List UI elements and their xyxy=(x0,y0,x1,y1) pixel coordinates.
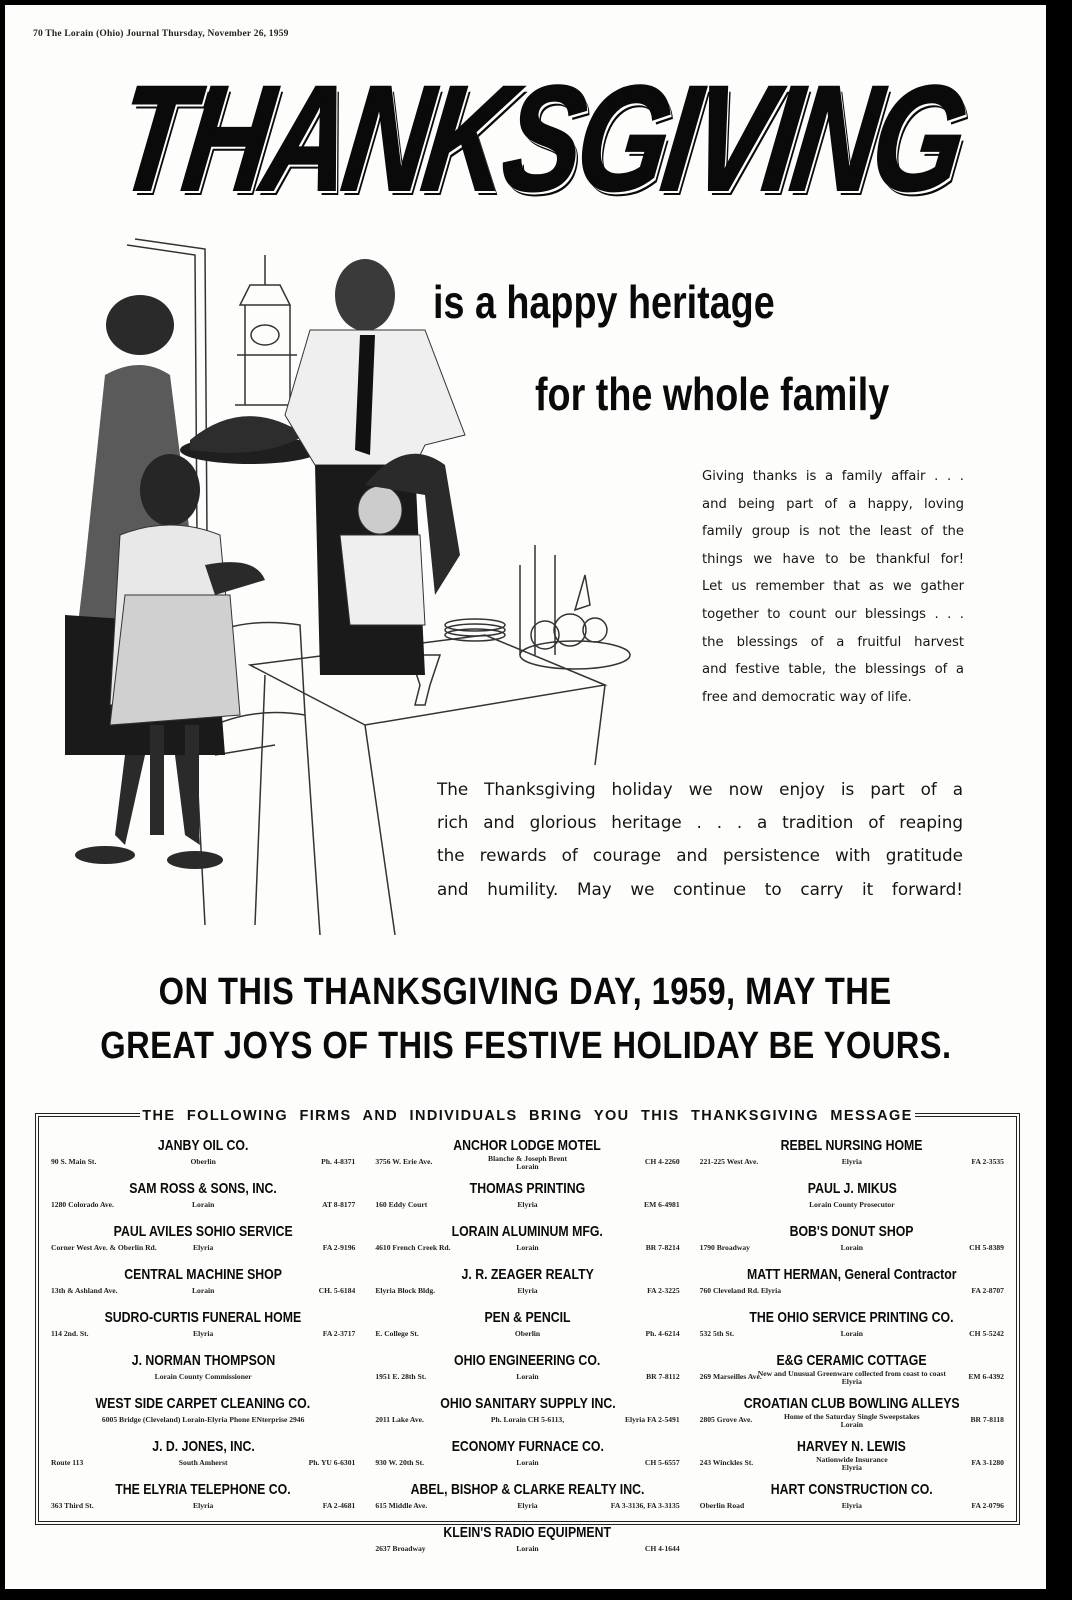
sponsor-entry xyxy=(47,1266,359,1309)
sponsor-address: 615 Middle Ave. xyxy=(375,1501,428,1510)
sponsor-columns xyxy=(47,1137,1008,1553)
sponsor-address: 269 Marseilles Ave. xyxy=(699,1372,762,1381)
sponsor-entry xyxy=(47,1137,359,1180)
sponsor-city: Lorain xyxy=(516,1162,539,1171)
sponsor-name: PAUL J. MIKUS xyxy=(807,1180,897,1197)
sponsor-address: 2637 Broadway xyxy=(375,1544,426,1553)
sponsor-entry xyxy=(371,1137,683,1180)
sponsor-entry xyxy=(371,1481,683,1524)
sponsor-name: MATT HERMAN, General Contractor xyxy=(747,1266,957,1283)
intro-line: Let us remember that as we gather xyxy=(702,579,964,595)
sponsor-column xyxy=(371,1137,683,1553)
sponsor-name: CROATIAN CLUB BOWLING ALLEYS xyxy=(743,1395,960,1412)
intro-line: together to count our blessings . . . xyxy=(702,606,964,622)
sponsor-address: Elyria Block Bldg. xyxy=(375,1286,436,1295)
sponsor-phone: AT 8-8177 xyxy=(322,1200,356,1209)
sponsor-phone: Ph. 4-8371 xyxy=(321,1157,356,1166)
intro-line: things we have to be thankful for! xyxy=(702,551,964,567)
sponsor-entry xyxy=(696,1266,1008,1309)
sponsor-phone: FA 3-1280 xyxy=(971,1458,1004,1467)
sponsor-city: Lorain xyxy=(191,1286,215,1295)
sponsor-name: J. R. ZEAGER REALTY xyxy=(461,1266,594,1283)
sponsor-phone: FA 2-4681 xyxy=(322,1501,356,1510)
sponsor-entry xyxy=(47,1180,359,1223)
sponsor-entry xyxy=(696,1481,1008,1524)
sponsor-address: 221-225 West Ave. xyxy=(699,1157,759,1166)
sponsor-entry xyxy=(371,1395,683,1438)
sponsor-name: SAM ROSS & SONS, INC. xyxy=(129,1180,277,1197)
sponsor-address: 2805 Grove Ave. xyxy=(699,1415,753,1424)
sponsor-city: Elyria xyxy=(193,1329,214,1338)
sponsor-address: Oberlin Road xyxy=(699,1501,745,1510)
sponsor-city: Elyria xyxy=(841,1157,862,1166)
sponsor-box-title: THE FOLLOWING FIRMS AND INDIVIDUALS BRING YOU THIS THANKSGIVING MESSAGE xyxy=(142,1108,913,1124)
sponsor-city: Lorain xyxy=(516,1458,539,1467)
sponsor-subtitle: Blanche & Joseph Brent xyxy=(488,1154,567,1163)
intro-line: the blessings of a fruitful harvest xyxy=(702,634,964,650)
sponsor-entry xyxy=(371,1266,683,1309)
sponsor-phone: FA 2-8707 xyxy=(971,1286,1004,1295)
sponsor-name: WEST SIDE CARPET CLEANING CO. xyxy=(95,1395,311,1412)
sponsor-name: CENTRAL MACHINE SHOP xyxy=(124,1266,282,1283)
sponsor-subtitle: Home of the Saturday Single Sweepstakes xyxy=(784,1412,920,1421)
sponsor-address: 243 Winckles St. xyxy=(699,1458,754,1467)
sponsor-entry xyxy=(371,1180,683,1223)
sponsor-name: PAUL AVILES SOHIO SERVICE xyxy=(113,1223,293,1240)
sponsor-city: Elyria xyxy=(517,1286,538,1295)
sponsor-city: Oberlin xyxy=(190,1157,216,1166)
sponsor-entry xyxy=(696,1352,1008,1395)
sponsor-entry xyxy=(371,1524,683,1567)
sponsor-column xyxy=(696,1137,1008,1517)
sponsor-name: OHIO ENGINEERING CO. xyxy=(454,1352,601,1369)
sponsor-city: Ph. Lorain CH 5-6113, xyxy=(490,1415,565,1424)
sponsor-phone: CH 4-1644 xyxy=(644,1544,680,1553)
sponsor-name: HART CONSTRUCTION CO. xyxy=(770,1481,933,1498)
intro-line: Giving thanks is a family affair . . . xyxy=(702,469,964,484)
sponsor-address: 760 Cleveland Rd. Elyria xyxy=(699,1286,782,1295)
sponsor-name: ABEL, BISHOP & CLARKE REALTY INC. xyxy=(410,1481,645,1498)
sponsor-name: ECONOMY FURNACE CO. xyxy=(451,1438,604,1455)
sponsor-address: 114 2nd. St. xyxy=(51,1329,89,1338)
sponsor-address: Corner West Ave. & Oberlin Rd. xyxy=(51,1243,157,1252)
sponsor-address: 160 Eddy Court xyxy=(375,1200,428,1209)
sponsor-phone: FA 2-3717 xyxy=(322,1329,356,1338)
heritage-paragraph xyxy=(437,773,963,906)
sponsor-entry xyxy=(47,1223,359,1266)
sponsor-phone: Ph. 4-6214 xyxy=(645,1329,680,1338)
sponsor-name: PEN & PENCIL xyxy=(484,1309,571,1326)
sponsor-address: 1951 E. 28th St. xyxy=(375,1372,427,1381)
sponsor-address: 13th & Ashland Ave. xyxy=(51,1286,118,1295)
heritage-line: rich and glorious heritage . . . a tradition of reaping xyxy=(437,812,963,833)
sponsor-subtitle: Nationwide Insurance xyxy=(816,1455,888,1464)
sponsor-city: Lorain xyxy=(840,1420,863,1429)
sponsor-name: SUDRO-CURTIS FUNERAL HOME xyxy=(104,1309,302,1326)
sponsor-phone: BR 7-8214 xyxy=(645,1243,680,1252)
sponsor-address: 363 Third St. xyxy=(51,1501,94,1510)
sponsor-address: 930 W. 20th St. xyxy=(375,1458,425,1467)
sponsor-name: THE OHIO SERVICE PRINTING CO. xyxy=(749,1309,954,1326)
sponsor-phone: FA 3-3136, FA 3-3135 xyxy=(610,1501,680,1510)
sponsor-name: LORAIN ALUMINUM MFG. xyxy=(451,1223,604,1240)
sponsor-name: J. NORMAN THOMPSON xyxy=(131,1352,275,1369)
sponsor-phone: FA 2-9196 xyxy=(322,1243,356,1252)
sponsor-name: BOB'S DONUT SHOP xyxy=(789,1223,914,1240)
sponsor-city: Elyria xyxy=(841,1377,862,1386)
sponsor-city: Lorain xyxy=(516,1544,539,1553)
heritage-line: and humility. May we continue to carry it forward! xyxy=(437,878,963,899)
headline-text: THANKSGIVING xyxy=(108,54,972,222)
sponsor-address: 90 S. Main St. xyxy=(51,1157,97,1166)
sponsor-contact-line: 6005 Bridge (Cleveland) Lorain-Elyria Phone ENterprise 2946 xyxy=(101,1415,305,1424)
intro-line: free and democratic way of life. xyxy=(702,689,912,705)
sponsor-entry xyxy=(47,1481,359,1524)
sponsor-address: 532 5th St. xyxy=(699,1329,735,1338)
sponsor-address: 1280 Colorado Ave. xyxy=(51,1200,114,1209)
sponsor-city: Elyria xyxy=(193,1501,214,1510)
sponsor-city: Elyria xyxy=(193,1243,214,1252)
sponsor-phone: CH 5-6557 xyxy=(644,1458,680,1467)
sponsor-phone: CH 4-2260 xyxy=(644,1157,680,1166)
sponsor-subtitle: Lorain County Commissioner xyxy=(154,1372,252,1381)
sponsor-entry xyxy=(696,1180,1008,1223)
sponsor-name: ANCHOR LODGE MOTEL xyxy=(453,1137,602,1154)
sponsor-phone: BR 7-8112 xyxy=(646,1372,680,1381)
sponsor-name: KLEIN'S RADIO EQUIPMENT xyxy=(443,1524,612,1541)
holiday-banner-line-1: ON THIS THANKSGIVING DAY, 1959, MAY THE xyxy=(159,971,892,1013)
sponsor-address: E. College St. xyxy=(375,1329,419,1338)
sponsor-address: 2011 Lake Ave. xyxy=(375,1415,424,1424)
sponsor-entry xyxy=(47,1438,359,1481)
sponsor-name: E&G CERAMIC COTTAGE xyxy=(776,1352,927,1369)
sponsor-entry xyxy=(696,1438,1008,1481)
sponsor-city: Lorain xyxy=(191,1200,215,1209)
sponsor-phone: FA 2-3225 xyxy=(647,1286,680,1295)
intro-line: family group is not the least of the xyxy=(702,524,964,540)
sponsor-city: Lorain xyxy=(840,1329,863,1338)
sponsor-phone: CH. 5-6184 xyxy=(318,1286,356,1295)
intro-line: and being part of a happy, loving xyxy=(702,496,964,512)
tagline-line-1: is a happy heritage xyxy=(433,276,775,328)
intro-line: and festive table, the blessings of a xyxy=(702,662,964,678)
sponsor-entry xyxy=(696,1395,1008,1438)
sponsor-entry xyxy=(371,1352,683,1395)
page-folio: 70 The Lorain (Ohio) Journal Thursday, November 26, 1959 xyxy=(33,29,289,39)
sponsor-entry xyxy=(371,1223,683,1266)
sponsor-entry xyxy=(371,1438,683,1481)
sponsor-column xyxy=(47,1137,359,1517)
newspaper-page xyxy=(5,5,1046,1589)
sponsor-subtitle: Lorain County Prosecutor xyxy=(809,1200,895,1209)
sponsor-city: Oberlin xyxy=(514,1329,541,1338)
sponsor-city: Elyria xyxy=(841,1501,862,1510)
sponsor-city: Lorain xyxy=(516,1372,539,1381)
sponsor-entry xyxy=(696,1137,1008,1180)
sponsor-phone: EM 6-4981 xyxy=(644,1200,680,1209)
sponsor-entry xyxy=(696,1223,1008,1266)
sponsor-address: Route 113 xyxy=(51,1458,84,1467)
sponsor-name: J. D. JONES, INC. xyxy=(151,1438,255,1455)
sponsor-city: Lorain xyxy=(516,1243,539,1252)
sponsor-subtitle: New and Unusual Greenware collected from coast to coast xyxy=(757,1369,946,1378)
sponsor-entry xyxy=(47,1395,359,1438)
sponsor-phone: BR 7-8118 xyxy=(970,1415,1004,1424)
sponsor-name: HARVEY N. LEWIS xyxy=(797,1438,907,1455)
sponsor-phone: FA 2-0796 xyxy=(971,1501,1004,1510)
sponsor-city: Elyria xyxy=(517,1200,538,1209)
sponsor-entry xyxy=(371,1309,683,1352)
sponsor-city: Elyria xyxy=(517,1501,538,1510)
sponsor-city: Elyria xyxy=(841,1463,862,1472)
sponsor-name: JANBY OIL CO. xyxy=(157,1137,249,1154)
headline xyxy=(108,53,972,223)
sponsor-phone: Ph. YU 6-6301 xyxy=(308,1458,356,1467)
sponsor-entry xyxy=(696,1309,1008,1352)
sponsor-phone: EM 6-4392 xyxy=(968,1372,1004,1381)
sponsor-name: THOMAS PRINTING xyxy=(469,1180,586,1197)
sponsor-phone: CH 5-5242 xyxy=(969,1329,1004,1338)
heritage-line: the rewards of courage and persistence with gratitude xyxy=(437,845,963,866)
tagline-line-2: for the whole family xyxy=(535,368,890,420)
intro-paragraph xyxy=(702,463,964,711)
sponsor-phone: FA 2-3535 xyxy=(971,1157,1004,1166)
sponsor-entry xyxy=(47,1352,359,1395)
sponsor-name: REBEL NURSING HOME xyxy=(780,1137,923,1154)
sponsor-address: 3756 W. Erie Ave. xyxy=(375,1157,433,1166)
sponsor-box xyxy=(35,1108,1020,1553)
sponsor-phone: Elyria FA 2-5491 xyxy=(624,1415,680,1424)
sponsor-phone: CH 5-8389 xyxy=(969,1243,1004,1252)
sponsor-city: Lorain xyxy=(840,1243,863,1252)
sponsor-name: OHIO SANITARY SUPPLY INC. xyxy=(439,1395,616,1412)
sponsor-entry xyxy=(47,1309,359,1352)
holiday-banner-line-2: GREAT JOYS OF THIS FESTIVE HOLIDAY BE YOURS. xyxy=(99,1025,952,1067)
sponsor-name: THE ELYRIA TELEPHONE CO. xyxy=(115,1481,291,1498)
sponsor-address: 4610 French Creek Rd. xyxy=(375,1243,451,1252)
sponsor-city: South Amherst xyxy=(178,1458,228,1467)
sponsor-address: 1790 Broadway xyxy=(699,1243,750,1252)
heritage-line: The Thanksgiving holiday we now enjoy is part of a xyxy=(437,779,963,799)
